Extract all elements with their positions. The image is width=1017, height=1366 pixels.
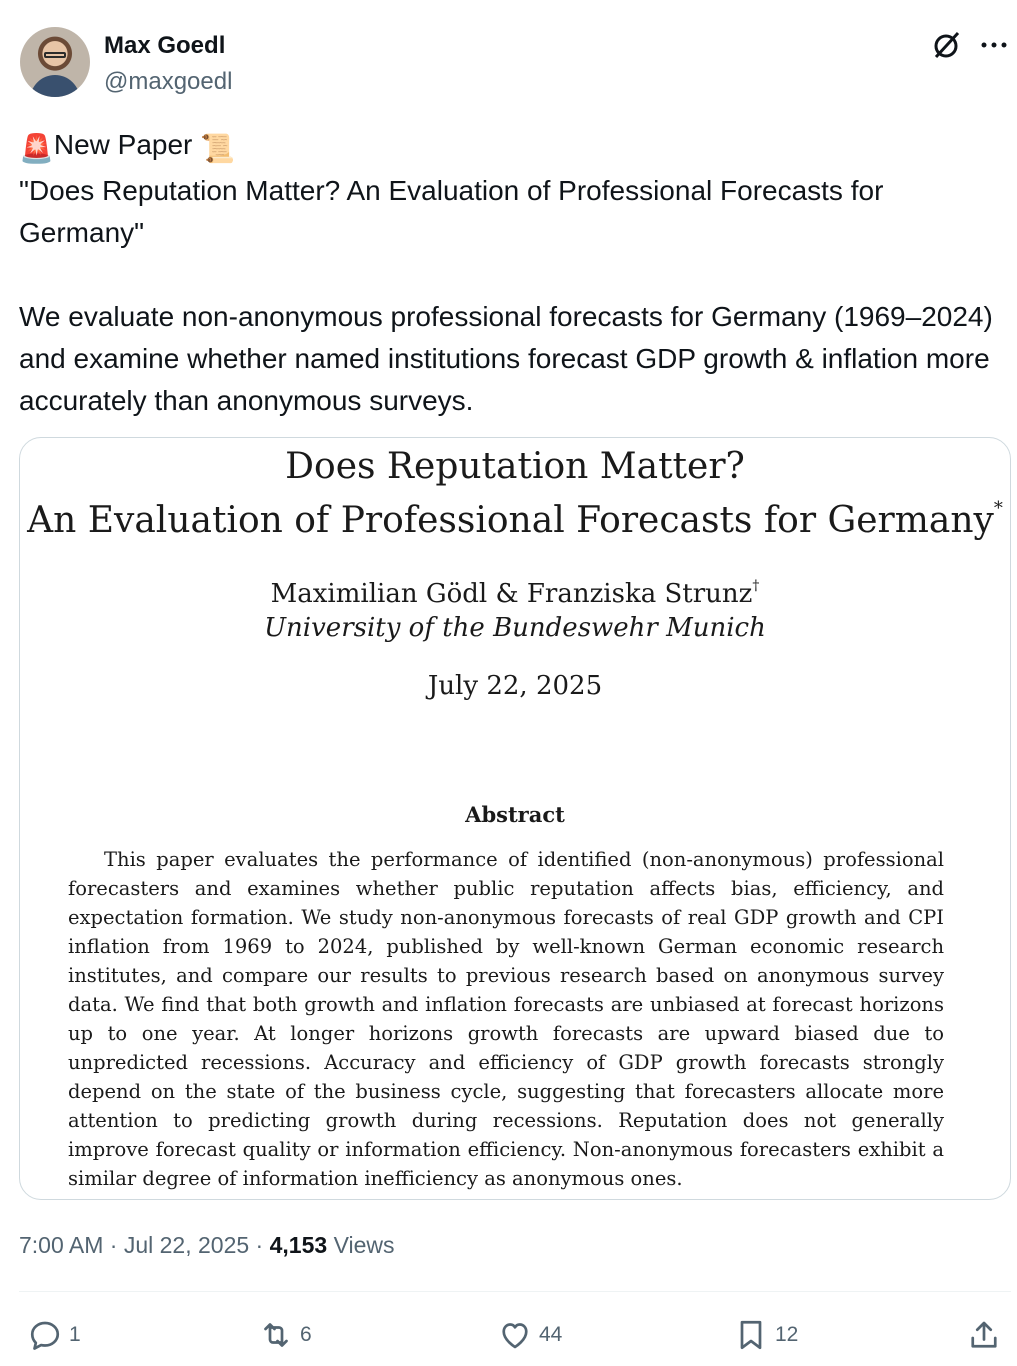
paper-abstract: This paper evaluates the performance of identified (non-anonymous) professional forecasters and examines whether public reputation affects bias, efficiency, and expectation formation. We study non-anonymous forecasts of real GDP growth and CPI inflation from 1969 to 2024, published by well-known German economic research institutes, and compare our results to previous research based on anonymous survey data. We find that both growth and inflation forecasts are unbiased at forecast horizons up to one year. At longer horizons growth forecasts are upward biased due to unpredicted recessions. Accuracy and efficiency of GDP growth forecasts strongly depend on the state of the business cycle, suggesting that forecasters allocate more attention to predicting growth during recessions. Reputation does not generally improve forecast quality or information efficiency. Non-anonymous forecasters exhibit a similar degree of information inefficiency as anonymous ones.: [68, 848, 944, 1190]
views-label: Views: [327, 1232, 395, 1258]
repost-count: 6: [300, 1323, 312, 1346]
paper-date: July 22, 2025: [427, 671, 603, 701]
paper-title-line-2: [20, 498, 1010, 541]
meta-separator: ·: [249, 1232, 270, 1258]
bookmark-button[interactable]: [733, 1310, 798, 1360]
action-bar: [0, 1310, 1017, 1362]
tweet-meta: [19, 1232, 395, 1259]
like-icon: [497, 1317, 533, 1353]
author-name[interactable]: Max Goedl: [104, 32, 226, 59]
like-count: 44: [539, 1323, 563, 1346]
tweet-line-1: [19, 124, 994, 170]
reply-icon: [27, 1317, 63, 1353]
grok-icon[interactable]: [931, 29, 963, 61]
share-button[interactable]: [966, 1310, 1002, 1360]
paper-page: [20, 438, 1010, 1199]
paper-affiliation: University of the Bundeswehr Munich: [264, 613, 766, 643]
author-handle[interactable]: @maxgoedl: [104, 68, 233, 95]
bookmark-icon: [733, 1317, 769, 1353]
tweet-paper-title: "Does Reputation Matter? An Evaluation of Professional Forecasts for Germany": [19, 175, 884, 248]
tweet-time[interactable]: 7:00 AM: [19, 1232, 104, 1258]
reply-count: 1: [69, 1323, 81, 1346]
tweet-text: [19, 124, 994, 422]
paper-abstract-heading: Abstract: [465, 802, 565, 827]
like-button[interactable]: [497, 1310, 562, 1360]
paper-title-line-2-text: An Evaluation of Professional Forecasts for Germany: [27, 500, 994, 541]
share-icon: [966, 1317, 1002, 1353]
avatar[interactable]: [20, 27, 90, 97]
paper-image-card[interactable]: [19, 437, 1011, 1200]
paper-authors-footnote-mark: †: [752, 578, 760, 594]
tweet-blank-line: [19, 254, 994, 296]
reply-button[interactable]: [27, 1310, 81, 1360]
paper-title-line-1: Does Reputation Matter?: [285, 446, 745, 487]
more-icon[interactable]: [978, 29, 1010, 61]
views-count: 4,153: [269, 1232, 328, 1258]
meta-separator: ·: [103, 1232, 124, 1258]
tweet-paragraph: We evaluate non-anonymous professional forecasts for Germany (1969–2024) and examine whether named institutions forecast GDP growth & inflation more accurately than anonymous surveys.: [19, 301, 993, 416]
avatar-glasses: [44, 52, 66, 58]
paper-authors-text: Maximilian Gödl & Franziska Strunz: [270, 579, 753, 609]
repost-button[interactable]: [258, 1310, 312, 1360]
scroll-emoji: 📜: [200, 133, 236, 164]
tweet-header: [20, 27, 1000, 99]
paper-authors: [20, 578, 1010, 609]
avatar-shirt: [30, 75, 80, 97]
divider: [19, 1291, 1011, 1292]
repost-icon: [258, 1317, 294, 1353]
paper-title-footnote-mark: *: [993, 498, 1003, 519]
bookmark-count: 12: [775, 1323, 799, 1346]
siren-emoji: 🚨: [19, 133, 54, 164]
tweet-new-paper: New Paper: [53, 129, 193, 160]
tweet-date[interactable]: Jul 22, 2025: [123, 1232, 250, 1258]
